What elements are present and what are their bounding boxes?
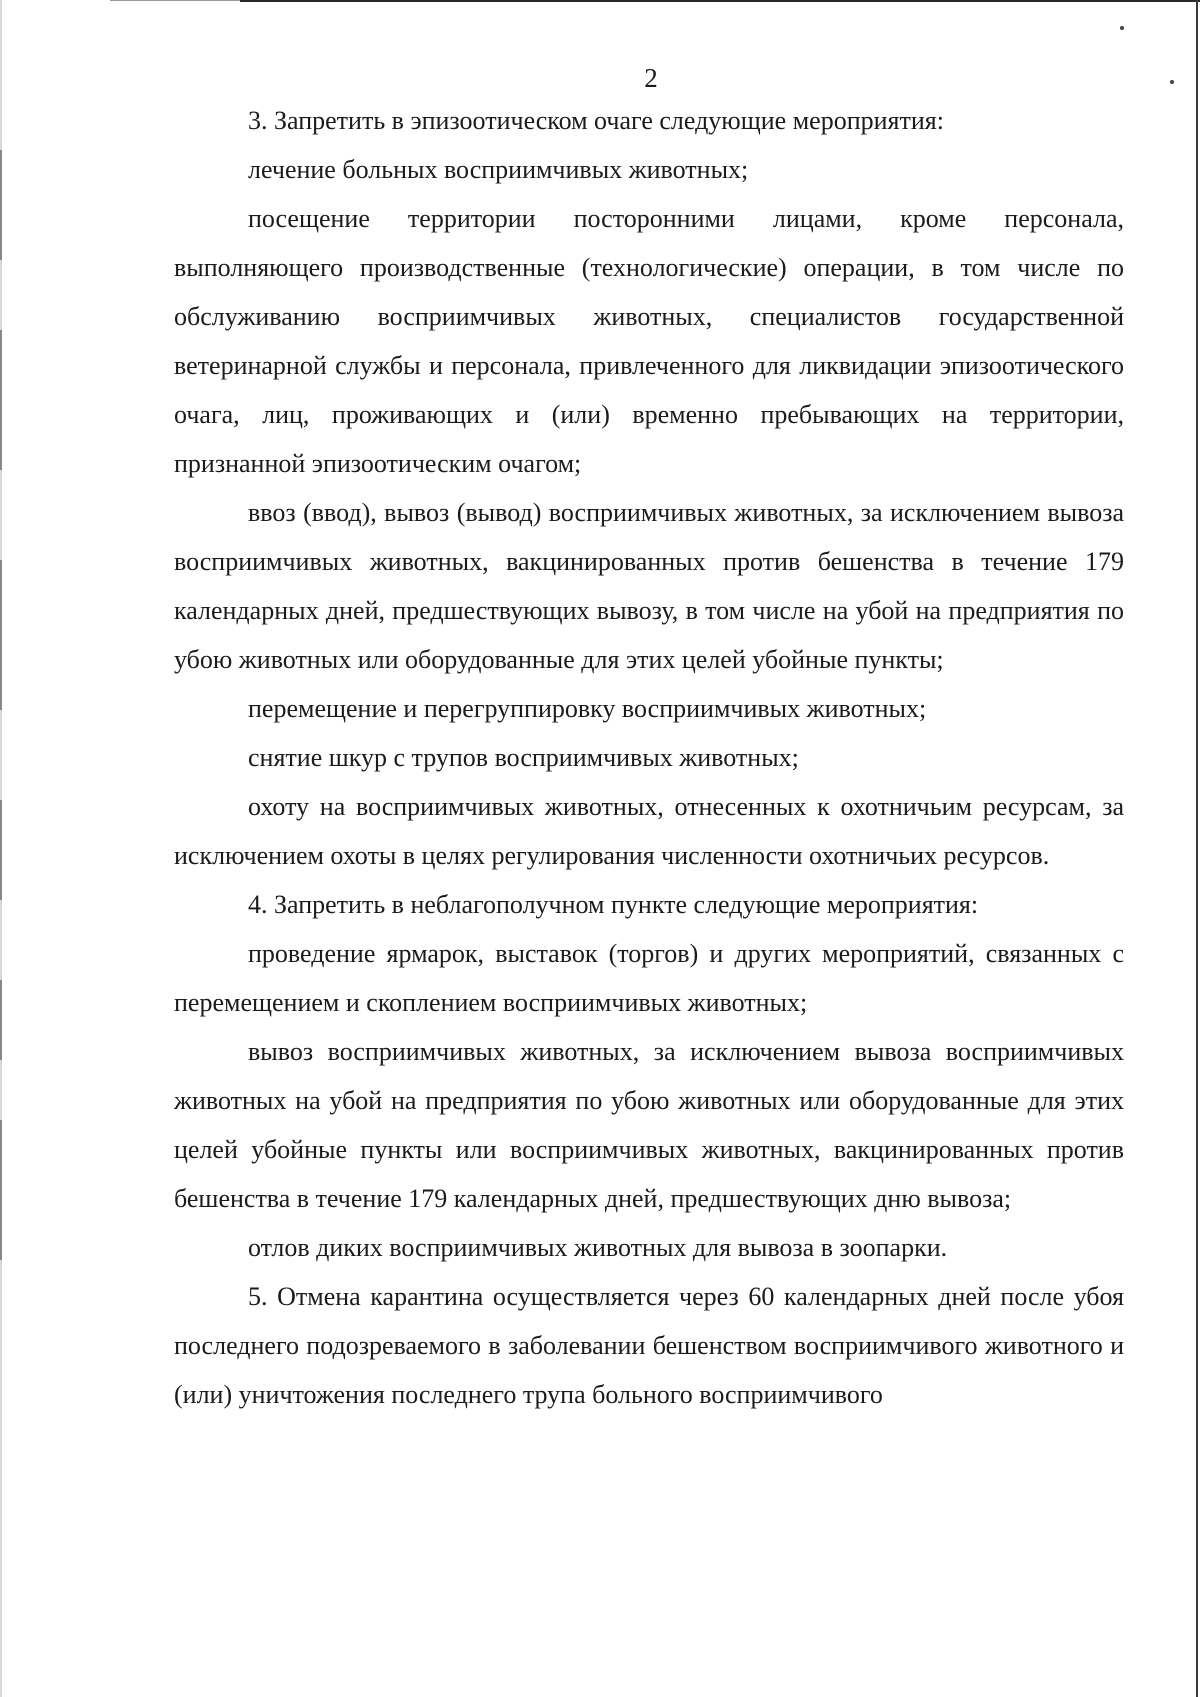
scan-artifact-margin-mark [0, 1120, 2, 1260]
scan-artifact-margin-mark [0, 800, 2, 900]
paragraph: 3. Запретить в эпизоотическом очаге следующие мероприятия: [248, 106, 944, 135]
scan-artifact-top-ticks [110, 0, 240, 1]
paragraph: охоту на восприимчивых животных, отнесенных к охотничьим ресурсам, за исключением охоты в целях регулирования численности охотничьих ресурсов. [174, 792, 1124, 870]
paragraph: 5. Отмена карантина осуществляется через 60 календарных дней после убоя последнего подозреваемого в заболевании бешенством восприимчивого животного и (или) уничтожения последнего трупа больного восприимчивого [174, 1282, 1124, 1409]
paragraph: посещение территории посторонними лицами, кроме персонала, выполняющего производственные (технологические) операции, в том числе по обслуживанию восприимчивых животных, специалистов государственной ветеринарной службы и персонала, привлеченного для ликвидации эпизоотического очага, лиц, проживающих и (или) временно пребывающих на территории, признанной эпизоотическим очагом; [174, 204, 1124, 478]
scan-artifact-margin-mark [0, 980, 2, 1060]
document-body [174, 96, 1124, 1419]
scan-artifact-dot [1120, 26, 1124, 30]
paragraph: проведение ярмарок, выставок (торгов) и других мероприятий, связанных с перемещением и скоплением восприимчивых животных; [174, 939, 1124, 1017]
scan-artifact-margin-mark [0, 330, 2, 470]
scan-artifact-margin-mark [0, 560, 2, 710]
paragraph: перемещение и перегруппировку восприимчивых животных; [248, 694, 927, 723]
paragraph: ввоз (ввод), вывоз (вывод) восприимчивых животных, за исключением вывоза восприимчивых животных, вакцинированных против бешенства в течение 179 календарных дней, предшествующих вывозу, в том числе на убой на предприятия по убою животных или оборудованные для этих целей убойные пункты; [174, 498, 1124, 674]
paragraph: 4. Запретить в неблагополучном пункте следующие мероприятия: [248, 890, 979, 919]
paragraph: вывоз восприимчивых животных, за исключением вывоза восприимчивых животных на убой на предприятия по убою животных или оборудованные для этих целей убойные пункты или восприимчивых животных, вакцинированных против бешенства в течение 179 календарных дней, предшествующих дню вывоза; [174, 1037, 1124, 1213]
scan-artifact-top-line [240, 0, 1200, 2]
paragraph: снятие шкур с трупов восприимчивых животных; [248, 743, 799, 772]
scan-artifact-right-edge [1196, 0, 1198, 1697]
scan-artifact-margin-mark [0, 150, 2, 260]
page-number: 2 [644, 63, 658, 93]
paragraph: отлов диких восприимчивых животных для вывоза в зоопарки. [248, 1233, 948, 1262]
paragraph: лечение больных восприимчивых животных; [248, 155, 749, 184]
